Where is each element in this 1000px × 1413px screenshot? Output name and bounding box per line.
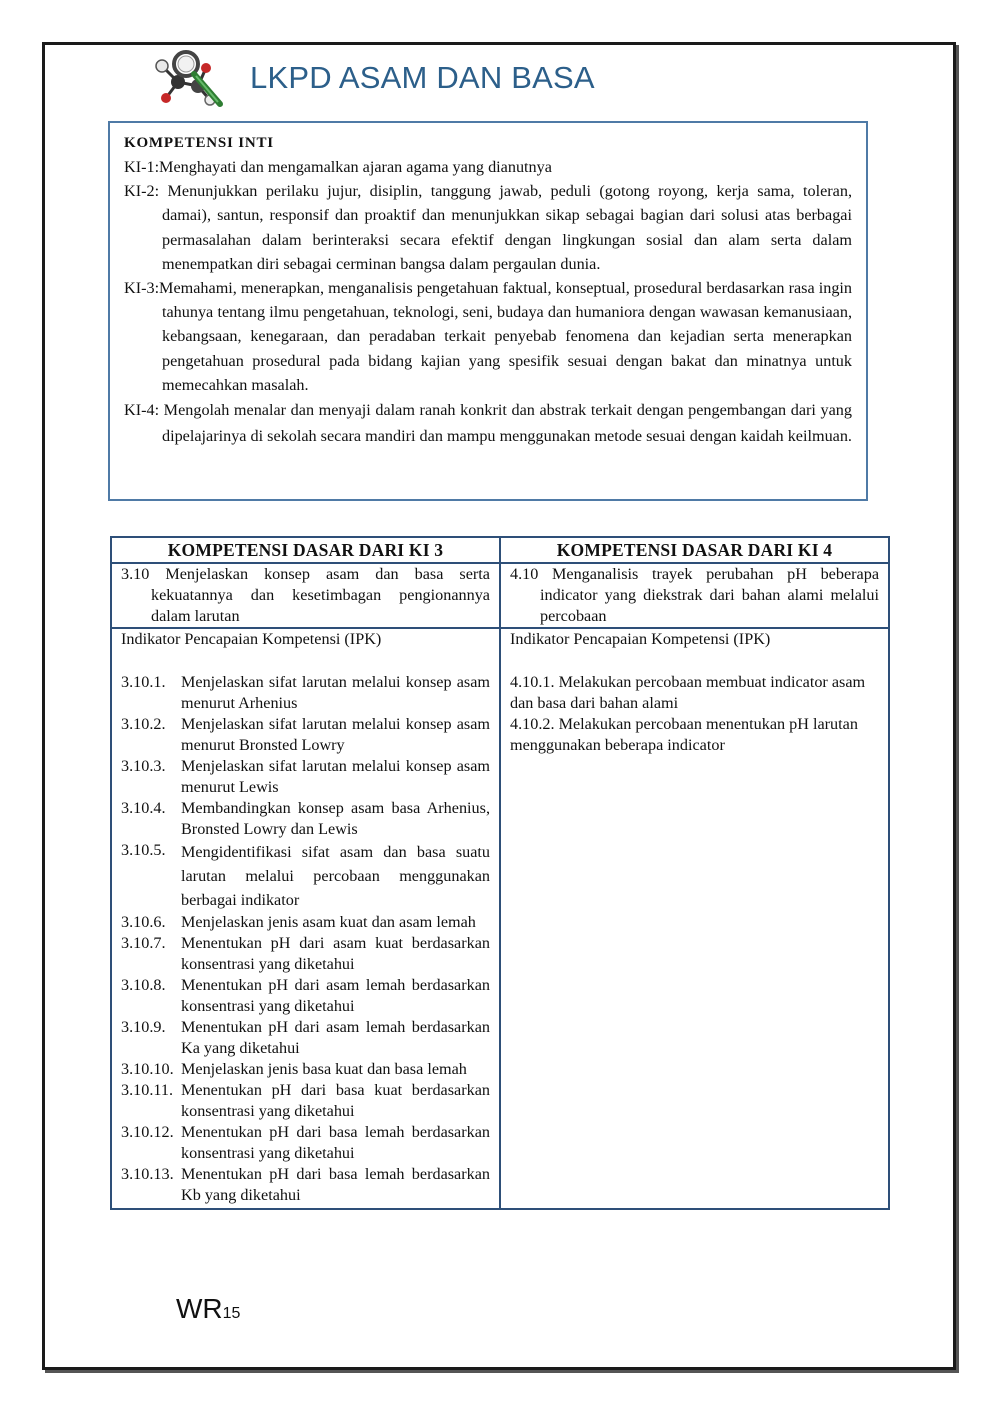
ipk3-cell: [111, 628, 500, 1209]
ipk-text: Menjelaskan jenis basa kuat dan basa lemah: [181, 1060, 467, 1078]
kompetensi-inti-box: [108, 121, 868, 501]
ipk-text: Menjelaskan sifat larutan melalui konsep asam menurut Bronsted Lowry: [181, 715, 490, 754]
ipk-number: 3.10.7.: [121, 934, 166, 952]
ipk-number: 3.10.10.: [121, 1060, 174, 1078]
list-item: [121, 714, 490, 756]
ipk-number: 3.10.13.: [121, 1165, 174, 1183]
ipk-text: Menentukan pH dari basa lemah berdasarkan konsentrasi yang diketahui: [181, 1123, 490, 1162]
ipk4-title: Indikator Pencapaian Kompetensi (IPK): [510, 630, 771, 648]
list-item: [121, 840, 490, 912]
ipk-text: Menjelaskan sifat larutan melalui konsep asam menurut Lewis: [181, 757, 490, 796]
ipk-text: Mengidentifikasi sifat asam dan basa suatu larutan melalui percobaan menggunakan berbagai indikator: [181, 843, 490, 909]
kd3-cell: [111, 563, 500, 628]
chemistry-logo-icon: [148, 48, 234, 110]
ipk-number: 3.10.4.: [121, 799, 166, 817]
ipk-row: [111, 628, 889, 1209]
ipk-number: 3.10.11.: [121, 1081, 174, 1099]
ipk-text: Menentukan pH dari asam lemah berdasarkan konsentrasi yang diketahui: [181, 976, 490, 1015]
list-item: [121, 1080, 490, 1122]
list-item: [121, 1017, 490, 1059]
list-item: [121, 798, 490, 840]
list-item: [121, 672, 490, 714]
ipk-text: Menentukan pH dari asam lemah berdasarkan Ka yang diketahui: [181, 1018, 490, 1057]
ki-3: KI-3:Memahami, menerapkan, menganalisis pengetahuan faktual, konseptual, prosedural berdasarkan rasa ingin tahunya tentang ilmu pengetahuan, teknologi, seni, budaya dan humaniora dengan wawasan kemanusiaan, kebangsaan, kenegaraan, dan peradaban terkait penyebab fenomena dan kejadian serta menerapkan pengetahuan prosedural pada bidang kajian yang spesifik sesuai dengan bakat dan minatnya untuk memecahkan masalah.: [124, 279, 852, 394]
ki-heading: KOMPETENSI INTI: [124, 135, 274, 151]
ipk-number: 3.10.9.: [121, 1018, 166, 1036]
ipk-number: 3.10.6.: [121, 913, 166, 931]
document-title: LKPD ASAM DAN BASA: [250, 60, 595, 95]
list-item: [121, 756, 490, 798]
footer-page-number: 15: [222, 1305, 241, 1322]
kd-row: [111, 563, 889, 628]
ipk-number: 3.10.2.: [121, 715, 166, 733]
list-item: [121, 912, 490, 933]
list-item: [121, 1164, 490, 1206]
kd4-cell: [500, 563, 889, 628]
ipk-text: Menjelaskan sifat larutan melalui konsep asam menurut Arhenius: [181, 673, 490, 712]
list-item: 4.10.1. Melakukan percobaan membuat indicator asam dan basa dari bahan alami: [510, 673, 866, 712]
list-item: [121, 1122, 490, 1164]
kd3-header: KOMPETENSI DASAR DARI KI 3: [111, 537, 500, 563]
kd4-text: 4.10 Menganalisis trayek perubahan pH beberapa indicator yang diekstrak dari bahan alami melalui percobaan: [510, 565, 879, 625]
ipk4-cell: [500, 628, 889, 1209]
ki-4: KI-4: Mengolah menalar dan menyaji dalam ranah konkrit dan abstrak terkait dengan pengembangan dari yang dipelajarinya di sekolah secara mandiri dan mampu menggunakan metode sesuai dengan kaidah keilmuan.: [124, 401, 852, 446]
footer-code-letters: WR: [176, 1293, 223, 1324]
ipk-number: 3.10.5.: [121, 841, 166, 859]
ipk-text: Menentukan pH dari basa kuat berdasarkan konsentrasi yang diketahui: [181, 1081, 490, 1120]
list-item: [121, 1059, 490, 1080]
list-item: [121, 975, 490, 1017]
footer-code: [176, 1293, 240, 1325]
ipk-number: 3.10.12.: [121, 1123, 174, 1141]
ki-2: KI-2: Menunjukkan perilaku jujur, disiplin, tanggung jawab, peduli (gotong royong, kerja sama, toleran, damai), santun, responsif dan proaktif dan menunjukkan sikap sebagai bagian dari solusi atas berbagai permasalahan dalam berinteraksi secara efektif dengan lingkungan sosial dan alam serta dalam menempatkan diri sebagai cerminan bangsa dalam pergaulan dunia.: [124, 182, 852, 273]
ki-1: KI-1:Menghayati dan mengamalkan ajaran agama yang dianutnya: [124, 158, 552, 176]
list-item: 4.10.2. Melakukan percobaan menentukan pH larutan menggunakan beberapa indicator: [510, 715, 858, 754]
list-item: [121, 933, 490, 975]
ipk3-title: Indikator Pencapaian Kompetensi (IPK): [121, 630, 382, 648]
table-header-row: [111, 537, 889, 563]
kompetensi-dasar-table: [110, 536, 890, 1210]
ipk-text: Menentukan pH dari asam kuat berdasarkan konsentrasi yang diketahui: [181, 934, 490, 973]
ipk-text: Menentukan pH dari basa lemah berdasarkan Kb yang diketahui: [181, 1165, 490, 1204]
ipk-text: Menjelaskan jenis asam kuat dan asam lemah: [181, 913, 476, 931]
ipk-number: 3.10.3.: [121, 757, 166, 775]
ipk-text: Membandingkan konsep asam basa Arhenius, Bronsted Lowry dan Lewis: [181, 799, 490, 838]
ipk-number: 3.10.1.: [121, 673, 166, 691]
kd3-text: 3.10 Menjelaskan konsep asam dan basa serta kekuatannya dan kesetimbagan pengionannya dalam larutan: [121, 565, 490, 625]
ipk-number: 3.10.8.: [121, 976, 166, 994]
kd4-header: KOMPETENSI DASAR DARI KI 4: [500, 537, 889, 563]
